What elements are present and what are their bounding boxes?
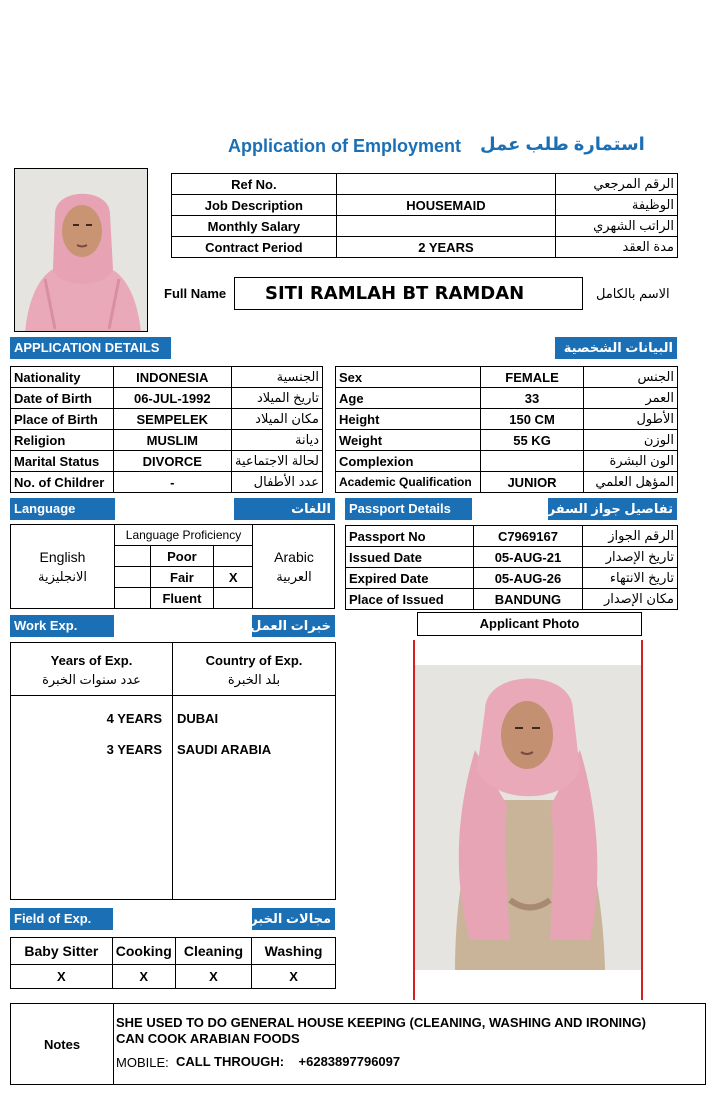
table-row	[11, 938, 336, 965]
passport-heading: Passport Details	[345, 498, 472, 520]
complexion-label: Complexion	[336, 451, 481, 472]
form-title-en: Application of Employment	[228, 136, 462, 156]
passport-no-value: C7969167	[473, 526, 583, 547]
issued-date-value: 05-AUG-21	[473, 547, 583, 568]
table-row	[336, 472, 678, 493]
field-of-exp-heading-ar: مجالات الخبرة	[252, 908, 335, 930]
arabic-label: Arabic	[274, 549, 314, 565]
table-row	[11, 451, 323, 472]
english-poor-mark	[115, 546, 151, 567]
english-label: English	[39, 549, 86, 565]
full-name-value: SITI RAMLAH BT RAMDAN	[234, 277, 583, 310]
table-row	[172, 237, 678, 258]
age-label: Age	[336, 388, 481, 409]
arabic-poor-mark	[214, 546, 253, 567]
field-cooking: Cooking	[112, 938, 175, 965]
table-row	[336, 451, 678, 472]
field-washing: Washing	[252, 938, 336, 965]
marital-status-label-ar: لحالة الاجتماعية	[232, 451, 323, 472]
table-row	[115, 588, 253, 609]
contract-period-label-ar: مدة العقد	[556, 237, 678, 258]
applicant-photo-label: Applicant Photo	[417, 612, 642, 636]
monthly-salary-label: Monthly Salary	[172, 216, 337, 237]
marital-status-value: DIVORCE	[113, 451, 231, 472]
work-exp-heading: Work Exp.	[10, 615, 114, 637]
table-row	[172, 195, 678, 216]
country-of-exp-label: Country of Exp.	[205, 653, 303, 668]
place-of-birth-label-ar: مكان الميلاد	[232, 409, 323, 430]
work-exp-box	[10, 642, 336, 900]
place-of-birth-label: Place of Birth	[11, 409, 114, 430]
age-value: 33	[480, 388, 583, 409]
language-heading: Language	[10, 498, 115, 520]
work-exp-header-divider	[11, 695, 335, 696]
english-label-ar: الانجليزية	[37, 569, 88, 584]
place-of-birth-value: SEMPELEK	[113, 409, 231, 430]
children-label-ar: عدد الأطفال	[232, 472, 323, 493]
language-box	[10, 524, 335, 609]
table-row	[11, 367, 323, 388]
applicant-portrait-photo	[14, 168, 148, 332]
age-label-ar: العمر	[584, 388, 678, 409]
issued-date-label-ar: تاريخ الإصدار	[583, 547, 678, 568]
dob-label: Date of Birth	[11, 388, 114, 409]
field-cleaning: Cleaning	[175, 938, 251, 965]
religion-label-ar: ديانة	[232, 430, 323, 451]
children-value: -	[113, 472, 231, 493]
level-fluent: Fluent	[150, 588, 214, 609]
passport-no-label: Passport No	[346, 526, 474, 547]
table-row	[11, 409, 323, 430]
place-of-issue-label: Place of Issued	[346, 589, 474, 610]
table-row	[346, 568, 678, 589]
level-fair: Fair	[150, 567, 214, 588]
expired-date-label-ar: تاريخ الانتهاء	[583, 568, 678, 589]
religion-value: MUSLIM	[113, 430, 231, 451]
table-row	[115, 525, 253, 546]
passport-no-label-ar: الرقم الجواز	[583, 526, 678, 547]
passport-table	[345, 525, 678, 610]
years-of-exp-label: Years of Exp.	[50, 653, 133, 668]
exp-country-2: SAUDI ARABIA	[177, 742, 272, 757]
job-description-label-ar: الوظيفة	[556, 195, 678, 216]
table-row	[172, 216, 678, 237]
contract-period-value: 2 YEARS	[336, 237, 555, 258]
language-heading-ar: اللغات	[234, 498, 335, 520]
mobile-value: CALL THROUGH: +6283897796097	[176, 1054, 401, 1069]
field-of-exp-table	[10, 937, 336, 989]
level-poor: Poor	[150, 546, 214, 567]
sex-value: FEMALE	[480, 367, 583, 388]
table-row	[172, 174, 678, 195]
mobile-label: MOBILE:	[116, 1055, 169, 1070]
notes-box	[10, 1003, 706, 1085]
application-details-heading: APPLICATION DETAILS	[10, 337, 171, 359]
field-washing-mark: X	[252, 965, 336, 989]
academic-label-ar: المؤهل العلمي	[584, 472, 678, 493]
table-row	[336, 430, 678, 451]
complexion-value	[480, 451, 583, 472]
table-row	[11, 965, 336, 989]
contract-period-label: Contract Period	[172, 237, 337, 258]
weight-label-ar: الوزن	[584, 430, 678, 451]
table-row	[346, 589, 678, 610]
ref-no-value	[336, 174, 555, 195]
exp-years-2: 3 YEARS	[106, 742, 162, 757]
place-of-issue-label-ar: مكان الإصدار	[583, 589, 678, 610]
table-row	[336, 409, 678, 430]
weight-label: Weight	[336, 430, 481, 451]
personal-details-right-table	[335, 366, 678, 493]
weight-value: 55 KG	[480, 430, 583, 451]
application-details-heading-ar: البيانات الشخصية	[555, 337, 677, 359]
work-exp-heading-ar: خبرات العمل	[252, 615, 335, 637]
table-row	[115, 546, 253, 567]
academic-label: Academic Qualification	[336, 472, 481, 493]
expired-date-value: 05-AUG-26	[473, 568, 583, 589]
height-value: 150 CM	[480, 409, 583, 430]
applicant-full-photo	[413, 640, 643, 1000]
passport-heading-ar: تفاصيل جواز السفر	[548, 498, 677, 520]
academic-value: JUNIOR	[480, 472, 583, 493]
marital-status-label: Marital Status	[11, 451, 114, 472]
table-row	[11, 388, 323, 409]
complexion-label-ar: الون البشرة	[584, 451, 678, 472]
nationality-value: INDONESIA	[113, 367, 231, 388]
sex-label-ar: الجنس	[584, 367, 678, 388]
exp-years-1: 4 YEARS	[106, 711, 162, 726]
notes-line-2: CAN COOK ARABIAN FOODS	[116, 1031, 300, 1046]
proficiency-label: Language Proficiency	[115, 525, 253, 546]
form-title-ar: استمارة طلب عمل	[480, 134, 645, 154]
nationality-label-ar: الجنسية	[232, 367, 323, 388]
height-label-ar: الأطول	[584, 409, 678, 430]
english-fluent-mark	[115, 588, 151, 609]
expired-date-label: Expired Date	[346, 568, 474, 589]
years-of-exp-label-ar: عدد سنوات الخبرة	[42, 672, 141, 687]
nationality-label: Nationality	[11, 367, 114, 388]
place-of-issue-value: BANDUNG	[473, 589, 583, 610]
field-of-exp-heading: Field of Exp.	[10, 908, 113, 930]
dob-label-ar: تاريخ الميلاد	[232, 388, 323, 409]
ref-no-label-ar: الرقم المرجعي	[556, 174, 678, 195]
notes-line-1: SHE USED TO DO GENERAL HOUSE KEEPING (CLEANING, WASHING AND IRONING)	[116, 1015, 646, 1030]
table-row	[11, 472, 323, 493]
arabic-fair-mark: X	[214, 567, 253, 588]
job-description-label: Job Description	[172, 195, 337, 216]
country-of-exp-label-ar: بلد الخبرة	[227, 672, 281, 687]
field-baby-sitter: Baby Sitter	[11, 938, 113, 965]
height-label: Height	[336, 409, 481, 430]
full-name-label-ar: الاسم بالكامل	[596, 286, 670, 301]
field-cooking-mark: X	[112, 965, 175, 989]
table-row	[115, 567, 253, 588]
english-fair-mark	[115, 567, 151, 588]
field-cleaning-mark: X	[175, 965, 251, 989]
table-row	[336, 367, 678, 388]
exp-country-1: DUBAI	[177, 711, 219, 726]
arabic-fluent-mark	[214, 588, 253, 609]
sex-label: Sex	[336, 367, 481, 388]
field-baby-sitter-mark: X	[11, 965, 113, 989]
personal-details-left-table	[10, 366, 323, 493]
table-row	[336, 388, 678, 409]
full-name-label: Full Name	[164, 286, 227, 301]
dob-value: 06-JUL-1992	[113, 388, 231, 409]
religion-label: Religion	[11, 430, 114, 451]
notes-label: Notes	[43, 1037, 81, 1052]
table-row	[11, 430, 323, 451]
table-row	[346, 547, 678, 568]
table-row	[346, 526, 678, 547]
monthly-salary-value	[336, 216, 555, 237]
ref-no-label: Ref No.	[172, 174, 337, 195]
job-description-value: HOUSEMAID	[336, 195, 555, 216]
job-info-table	[171, 173, 678, 258]
notes-divider	[113, 1004, 114, 1084]
language-proficiency-table	[114, 524, 253, 609]
issued-date-label: Issued Date	[346, 547, 474, 568]
arabic-label-ar: العربية	[276, 569, 312, 584]
children-label: No. of Childrer	[11, 472, 114, 493]
monthly-salary-label-ar: الراتب الشهري	[556, 216, 678, 237]
